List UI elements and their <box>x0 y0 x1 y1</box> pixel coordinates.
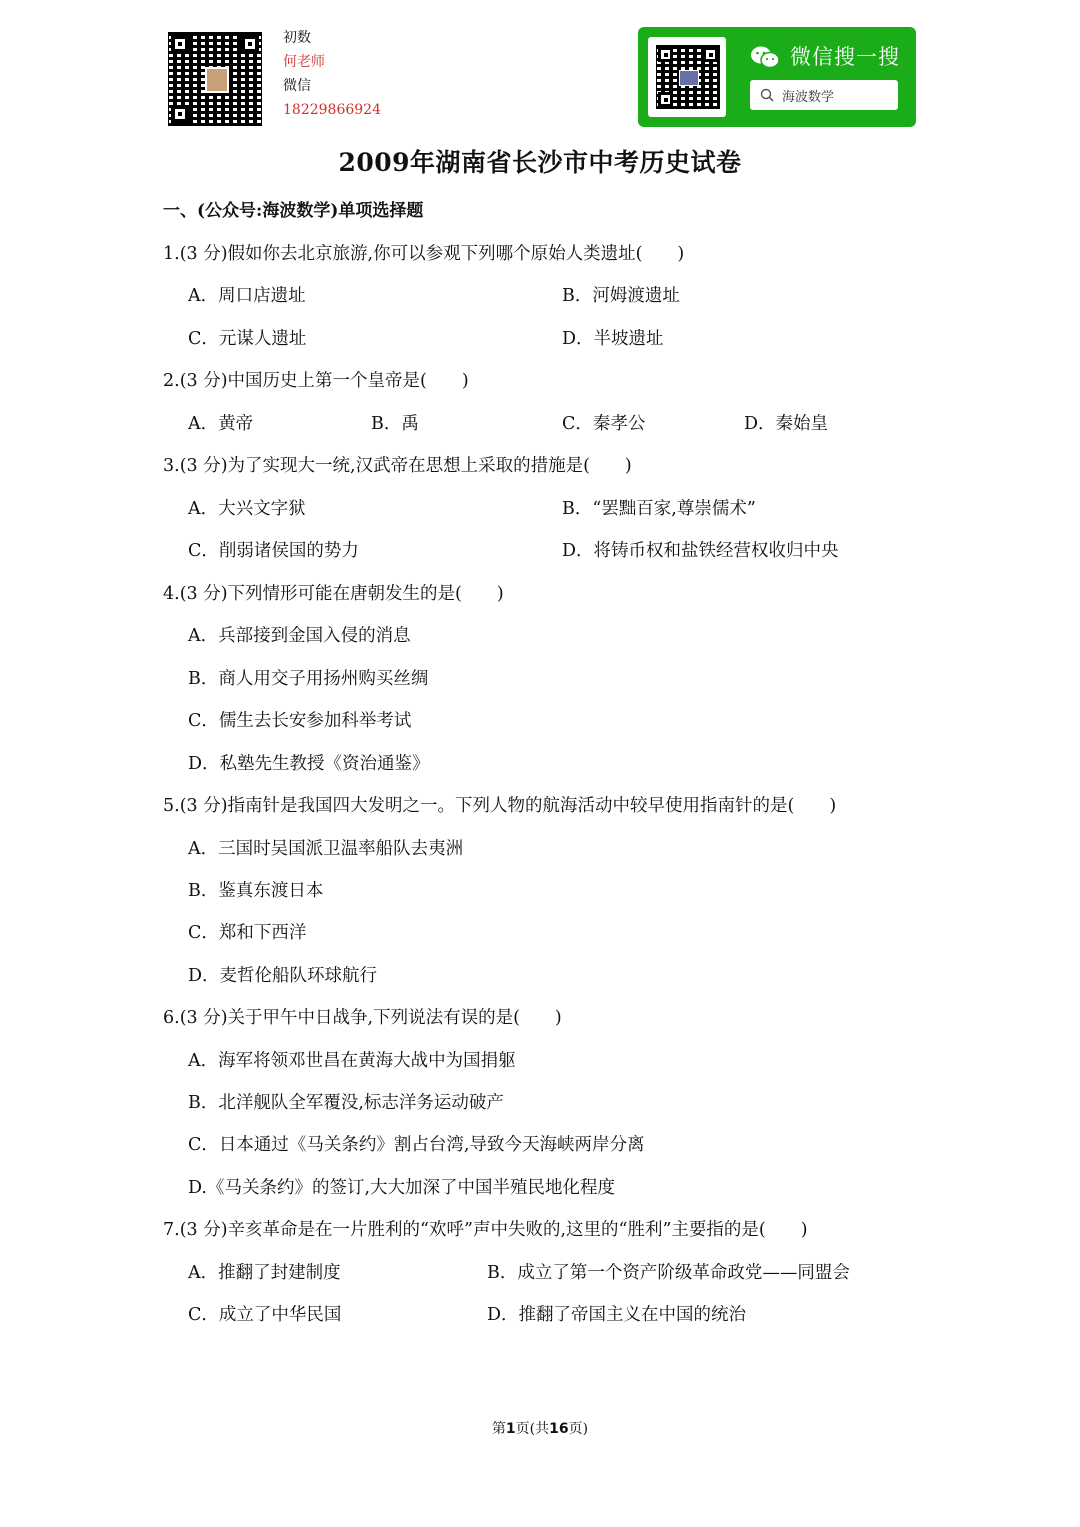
question-6-option-d[interactable]: D.《马关条约》的签订,大大加深了中国半殖民地化程度 <box>188 1178 616 1198</box>
question-3-option-a[interactable]: A．大兴文字狱 <box>188 499 306 519</box>
question-7-stem: 7.(3 分)辛亥革命是在一片胜利的“欢呼”声中失败的,这里的“胜利”主要指的是( ) <box>163 1220 808 1240</box>
wechat-search-box[interactable] <box>750 80 898 110</box>
question-7-option-b[interactable]: B．成立了第一个资产阶级革命政党——同盟会 <box>487 1263 850 1283</box>
question-4-option-a[interactable]: A．兵部接到金国入侵的消息 <box>188 626 411 646</box>
question-1-option-c[interactable]: C．元谋人遗址 <box>188 329 307 349</box>
question-3-option-b[interactable]: B．“罢黜百家,尊崇儒术” <box>562 499 756 519</box>
question-6-option-a[interactable]: A．海军将领邓世昌在黄海大战中为国捐躯 <box>188 1051 516 1071</box>
wechat-logo-icon <box>750 45 780 69</box>
question-5-option-b[interactable]: B．鉴真东渡日本 <box>188 881 324 901</box>
page-title: 2009年湖南省长沙市中考历史试卷 <box>338 148 742 177</box>
page-footer <box>0 1418 1080 1438</box>
question-1-option-d[interactable]: D．半坡遗址 <box>562 329 664 349</box>
contact-phone: 18229866924 <box>283 102 381 118</box>
question-2-option-d[interactable]: D．秦始皇 <box>744 414 829 434</box>
question-5-stem: 5.(3 分)指南针是我国四大发明之一。下列人物的航海活动中较早使用指南针的是( ) <box>163 796 837 816</box>
question-3-stem: 3.(3 分)为了实现大一统,汉武帝在思想上采取的措施是( ) <box>163 456 632 476</box>
question-4-stem: 4.(3 分)下列情形可能在唐朝发生的是( ) <box>163 584 504 604</box>
section-heading: 一、(公众号:海波数学)单项选择题 <box>163 201 424 221</box>
question-7-option-d[interactable]: D．推翻了帝国主义在中国的统治 <box>487 1305 747 1325</box>
contact-teacher: 何老师 <box>283 54 325 70</box>
question-5-option-d[interactable]: D．麦哲伦船队环球航行 <box>188 966 378 986</box>
avatar <box>205 67 229 93</box>
question-4-option-c[interactable]: C．儒生去长安参加科举考试 <box>188 711 412 731</box>
question-2-option-a[interactable]: A．黄帝 <box>188 414 254 434</box>
contact-info <box>283 26 381 122</box>
contact-qr-code <box>168 32 262 126</box>
question-3-option-c[interactable]: C．削弱诸侯国的势力 <box>188 541 359 561</box>
question-5-option-c[interactable]: C．郑和下西洋 <box>188 923 307 943</box>
question-4-option-b[interactable]: B．商人用交子用扬州购买丝绸 <box>188 669 429 689</box>
footer-total-pages: 16 <box>549 1421 569 1437</box>
wechat-qr-code <box>656 45 720 109</box>
question-3-option-d[interactable]: D．将铸币权和盐铁经营权收归中央 <box>562 541 839 561</box>
question-1-stem: 1.(3 分)假如你去北京旅游,你可以参观下列哪个原始人类遗址( ) <box>163 244 685 264</box>
search-icon <box>760 88 774 102</box>
question-1-option-b[interactable]: B．河姆渡遗址 <box>562 286 680 306</box>
question-2-stem: 2.(3 分)中国历史上第一个皇帝是( ) <box>163 371 469 391</box>
question-5-option-a[interactable]: A．三国时吴国派卫温率船队去夷洲 <box>188 839 464 859</box>
question-4-option-d[interactable]: D．私塾先生教授《资治通鉴》 <box>188 754 430 774</box>
question-7-option-c[interactable]: C．成立了中华民国 <box>188 1305 342 1325</box>
footer-middle: 页(共 <box>515 1421 550 1437</box>
question-6-option-c[interactable]: C．日本通过《马关条约》割占台湾,导致今天海峡两岸分离 <box>188 1135 645 1155</box>
question-2-option-c[interactable]: C．秦孝公 <box>562 414 646 434</box>
wechat-search-card[interactable] <box>638 27 916 127</box>
wechat-qr-frame <box>648 37 726 117</box>
footer-page-number: 1 <box>505 1421 516 1437</box>
footer-suffix: 页) <box>568 1421 589 1437</box>
question-6-option-b[interactable]: B．北洋舰队全军覆没,标志洋务运动破产 <box>188 1093 504 1113</box>
footer-prefix: 第 <box>491 1421 506 1437</box>
question-7-option-a[interactable]: A．推翻了封建制度 <box>188 1263 341 1283</box>
wechat-search-title: 微信搜一搜 <box>790 45 900 69</box>
question-1-option-a[interactable]: A．周口店遗址 <box>188 286 306 306</box>
wechat-search-text: 海波数学 <box>782 89 835 105</box>
question-6-stem: 6.(3 分)关于甲午中日战争,下列说法有误的是( ) <box>163 1008 562 1028</box>
question-2-option-b[interactable]: B．禹 <box>371 414 419 434</box>
contact-line-subject: 初数 <box>283 30 311 46</box>
contact-line-wechat: 微信 <box>283 78 311 94</box>
